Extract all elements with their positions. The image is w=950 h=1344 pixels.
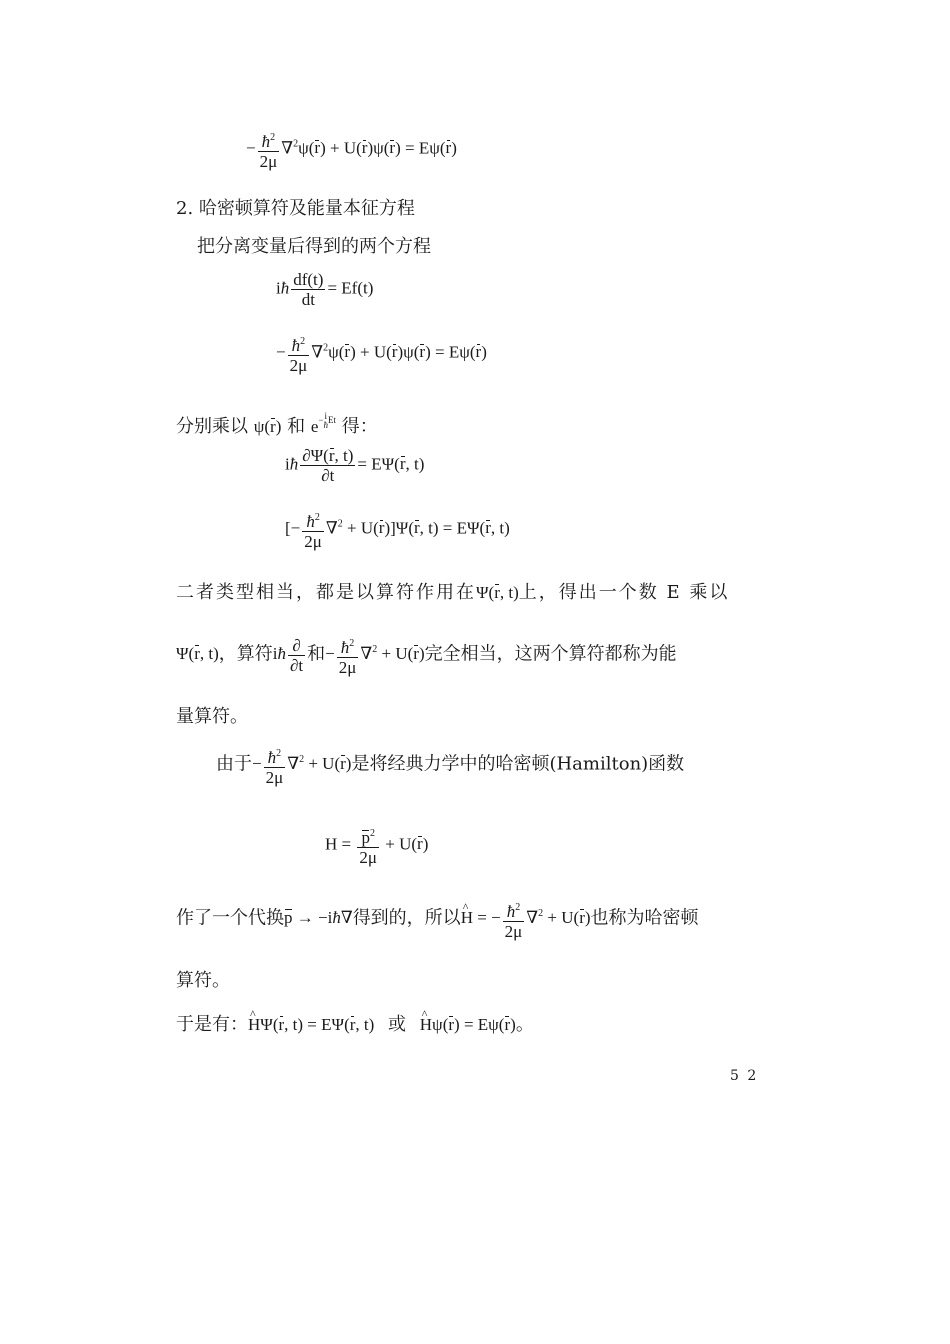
multiply-text-b: 和 [287, 416, 306, 438]
para1-text-a: 二者类型相当，都是以算符作用在 [176, 582, 476, 603]
multiply-text-a: 分别乘以 [176, 416, 248, 438]
para3-line2: 算符。 [176, 970, 230, 991]
para1-line3: 量算符。 [176, 706, 248, 727]
conclusion-text-b: 或 [388, 1014, 407, 1035]
equation-hamilton-classic: H = $\frac{p^2}{2\mu}$ + U(r) [325, 824, 428, 867]
para1-text-b: 上，得出一个数 E 乘以 [518, 582, 730, 603]
para3-line: 作了一个代换p → −iħ∇得到的，所以^ H = − $\frac{ħ^2}{2\mu}$ ∇$^2$ + U(r)也称为哈密顿 [176, 898, 699, 941]
para3-text-a: 作了一个代换 [176, 907, 284, 929]
para1-text-e: 完全相当，这两个算符都称为能 [424, 643, 677, 665]
para1-line2: Ψ(r, t)，算符iħ $\frac{\partial}{\partial t}$ 和− $\frac{ħ^2}{2\mu}$ ∇$^2$ + U(r)完全相当，这两个算符都称为能 [176, 636, 677, 677]
equation-time-full: iħ $\frac{\partial\Psi(r, t)}{\partial t}$ = EΨ(r, t) [285, 446, 425, 485]
para3-text-c: 也称为哈密顿 [590, 907, 699, 929]
para2-text-b: 是将经典力学中的哈密顿(Hamilton)函数 [351, 753, 685, 775]
equation-time: iħ $\frac{df(t)}{dt}$ = Ef(t) [276, 270, 374, 309]
conclusion-line: 于是有：^ HΨ(r, t) = EΨ(r, t) 或 ^ Hψ(r) = Eψ(r)。 [176, 1014, 534, 1036]
para2-text-a: 由于 [216, 753, 252, 775]
multiply-text-c: 得： [341, 416, 378, 438]
multiply-line: 分别乘以 ψ(r) 和 e− i ħ Et 得： [176, 411, 378, 438]
equation-space: − $\frac{ħ^2}{2\mu}$ ∇$^2$ψ(r) + U(r)ψ(r) = Eψ(r) [276, 332, 487, 375]
para1-text-d: 和 [307, 643, 326, 665]
conclusion-text-a: 于是有： [176, 1014, 248, 1035]
para1-text-c: ，算符 [218, 643, 273, 665]
equation-space-full: [− $\frac{ħ^2}{2\mu}$ ∇$^2$ + U(r)]Ψ(r, t) = EΨ(r, t) [285, 508, 510, 551]
para1-line1: 二者类型相当，都是以算符作用在Ψ(r, t)上，得出一个数 E 乘以 [176, 582, 730, 603]
conclusion-end: 。 [515, 1014, 534, 1035]
equation-top: − $\frac{ħ^2}{2\mu}$ ∇$^2$ψ(r) + U(r)ψ(r) = Eψ(r) [246, 128, 457, 171]
page-number: 5 2 [730, 1068, 759, 1084]
intro-text: 把分离变量后得到的两个方程 [197, 236, 431, 257]
section-heading: 2. 哈密顿算符及能量本征方程 [176, 198, 415, 219]
para3-text-b: 得到的，所以 [352, 907, 461, 929]
para2-line: 由于− $\frac{ħ^2}{2\mu}$ ∇$^2$ + U(r)是将经典力学中的哈密顿(Hamilton)函数 [216, 744, 684, 787]
